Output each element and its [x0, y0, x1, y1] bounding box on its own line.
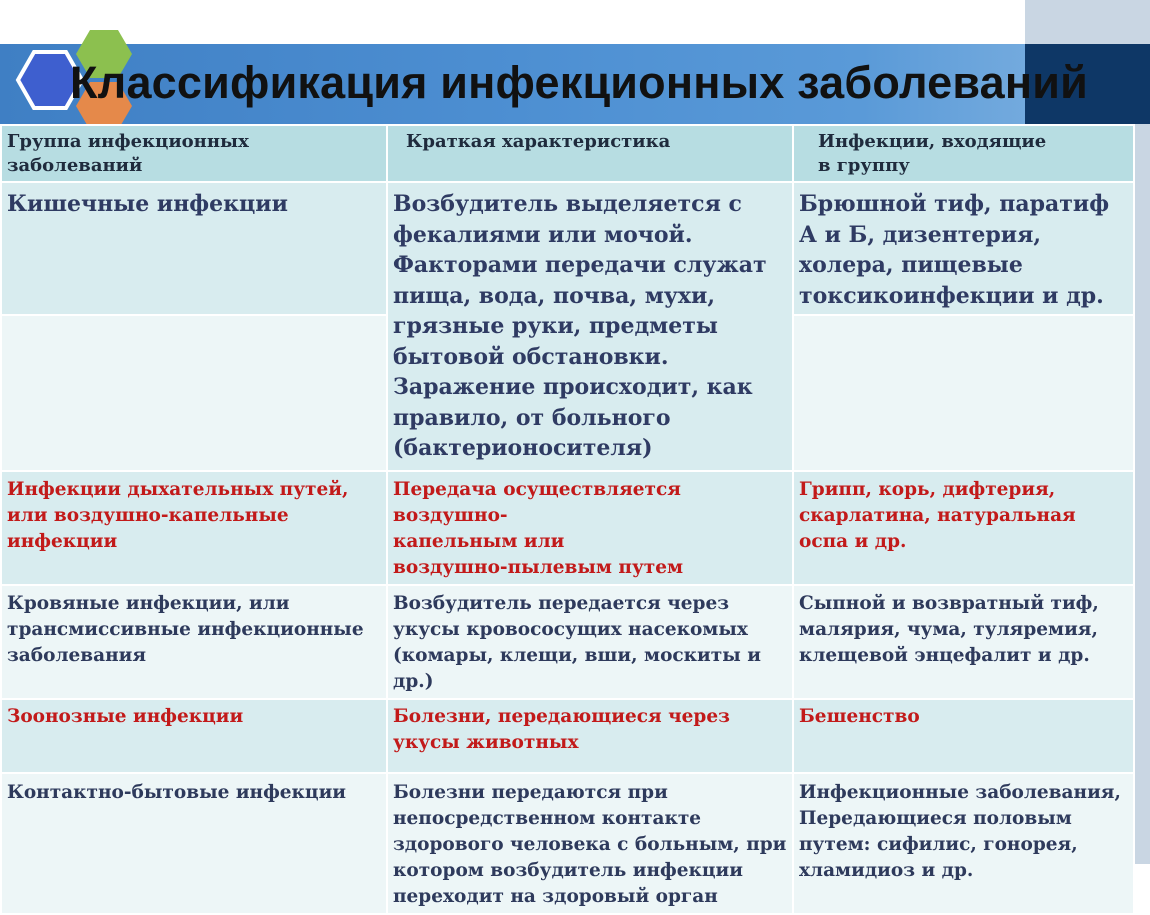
table-row	[1, 182, 1134, 315]
cell-description: Болезни, передающиеся через укусы животных	[387, 699, 793, 773]
slide-title: Классификация инфекционных заболеваний	[70, 57, 1088, 108]
cell-group: Кровяные инфекции, или трансмиссивные инфекционные заболевания	[1, 585, 387, 699]
table-header-row	[1, 125, 1134, 182]
table-row	[1, 585, 1134, 699]
cell-group: Кишечные инфекции	[1, 182, 387, 315]
cell-examples: Инфекционные заболевания, Передающиеся половым путем: сифилис, гонорея, хламидиоз и др.	[793, 773, 1134, 914]
header-description: Краткая характеристика	[387, 125, 793, 182]
cell-examples: Брюшной тиф, паратиф А и Б, дизентерия, холера, пищевые токсикоинфекции и др.	[793, 182, 1134, 315]
cell-examples: Сыпной и возвратный тиф, малярия, чума, туляремия, клещевой энцефалит и др.	[793, 585, 1134, 699]
cell-group: Контактно-бытовые инфекции	[1, 773, 387, 914]
header-examples: Инфекции, входящие в группу	[793, 125, 1134, 182]
classification-table	[0, 124, 1133, 907]
table-row	[1, 471, 1134, 585]
table-row	[1, 773, 1134, 914]
cell-group: Зоонозные инфекции	[1, 699, 387, 773]
cell-description: Болезни передаются при непосредственном контакте здорового человека с больным, при котором возбудитель инфекции переходит на здоровый орган	[387, 773, 793, 914]
cell-description: Возбудитель выделяется с фекалиями или мочой. Факторами передачи служат пища, вода, почва, мухи, грязные руки, предметы бытовой обстановки. Заражение происходит, как правило, от больного (бактерионосителя)	[387, 182, 793, 471]
cell-description: Передача осуществляется воздушно- капельным или воздушно-пылевым путем	[387, 471, 793, 585]
table-row	[1, 699, 1134, 773]
header-group: Группа инфекционных заболеваний	[1, 125, 387, 182]
cell-examples: Бешенство	[793, 699, 1134, 773]
cell-description: Возбудитель передается через укусы кровососущих насекомых (комары, клещи, вши, москиты и др.)	[387, 585, 793, 699]
cell-group: Инфекции дыхательных путей, или воздушно-капельные инфекции	[1, 471, 387, 585]
cell-examples: Грипп, корь, дифтерия, скарлатина, натуральная оспа и др.	[793, 471, 1134, 585]
